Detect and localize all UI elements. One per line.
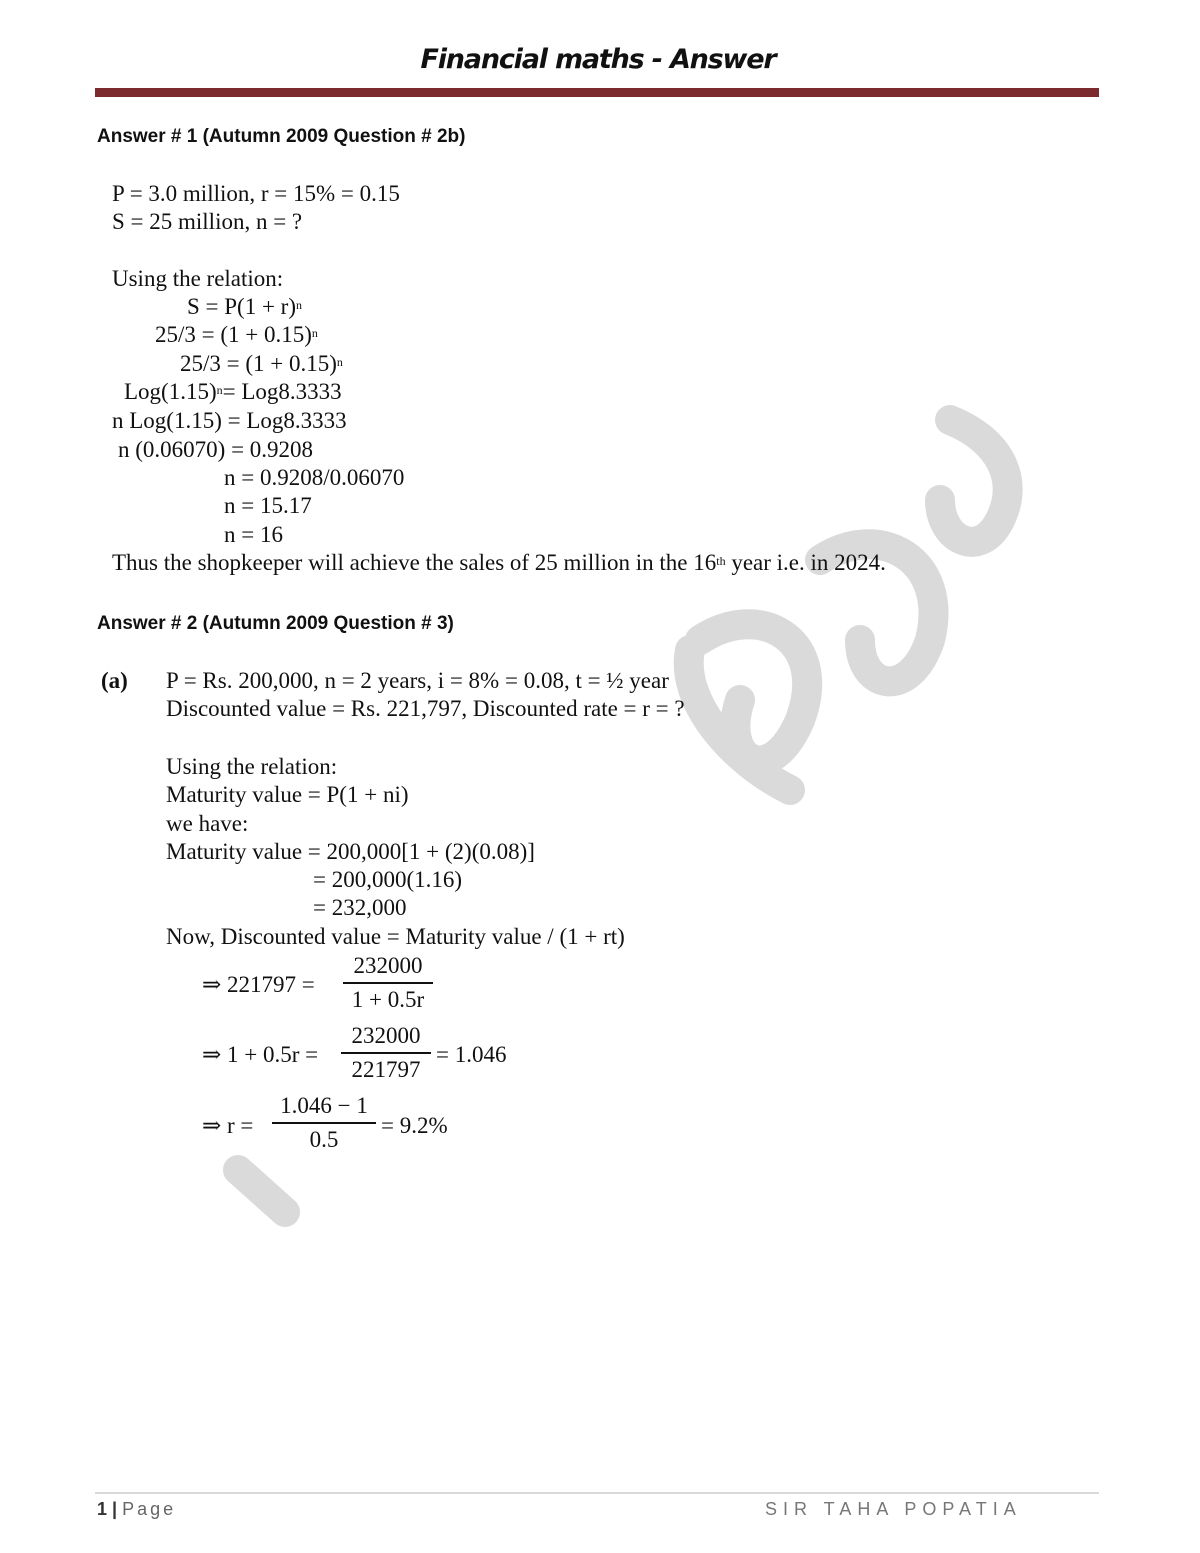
a1-step-4: $Log(1.15)^n= Log8.3333$ (124, 379, 342, 404)
a1-given-line-1: P = 3.0 million, r = 15% = 0.15 (112, 181, 400, 206)
a2-frac2-right: = 1.046 (436, 1042, 507, 1067)
footer-rule (95, 1492, 1099, 1494)
a2-frac1-left: ⇒ 221797 = (202, 972, 315, 997)
a2-maturity-3: = 232,000 (313, 895, 407, 920)
a2-we-have: we have: (166, 811, 249, 836)
answer-1-heading: Answer # 1 (Autumn 2009 Question # 2b) (97, 126, 466, 147)
answer-2-heading: Answer # 2 (Autumn 2009 Question # 3) (97, 613, 454, 634)
a2-given-line-2: Discounted value = Rs. 221,797, Discounted rate = r = ? (166, 696, 685, 721)
a1-step-5: n Log(1.15) = Log8.3333 (112, 408, 347, 433)
a2-frac3-left: ⇒ r = (202, 1113, 254, 1138)
a2-part-label: (a) (101, 668, 128, 693)
a1-using-relation: Using the relation: (112, 266, 284, 291)
a1-step-3: $25/3 = (1 + 0.15)^n$ (180, 351, 343, 376)
a2-frac3-right: = 9.2% (381, 1113, 448, 1138)
a2-frac1-denominator: 1 + 0.5r (351, 986, 425, 1012)
a2-frac2-denominator: 221797 (351, 1056, 421, 1082)
a2-using-relation: Using the relation: (166, 754, 338, 779)
a1-given-line-2: S = 25 million, n = ? (112, 209, 303, 234)
a2-given-line-1: P = Rs. 200,000, n = 2 years, i = 8% = 0.08, t = ½ year (166, 668, 669, 693)
footer-page-number: 1 | Page (97, 1499, 177, 1519)
a2-frac3-numerator: 1.046 − 1 (280, 1093, 368, 1118)
page-title: Financial maths - Answer (420, 44, 776, 75)
a1-step-1: $S = P(1 + r)^n$ (187, 294, 303, 319)
a1-step-6: n (0.06070) = 0.9208 (118, 437, 314, 462)
a1-step-2: $25/3 = (1 + 0.15)^n$ (155, 322, 318, 347)
a2-frac2 (341, 1023, 431, 1083)
a2-frac3 (272, 1093, 376, 1153)
a2-relation: Maturity value = P(1 + ni) (166, 782, 409, 807)
a2-discount-formula: Now, Discounted value = Maturity value / (1 + rt) (166, 924, 625, 949)
a1-step-8: n = 15.17 (224, 493, 312, 518)
a2-frac1 (343, 953, 433, 1013)
a1-conclusion: Thus the shopkeeper will achieve the sales of 25 million in the 16th year i.e. in 2024. (112, 550, 886, 575)
a1-step-9: n = 16 (224, 522, 283, 547)
a1-step-7: n = 0.9208/0.06070 (224, 465, 405, 490)
footer-author: SIR TAHA POPATIA (765, 1499, 1022, 1519)
a2-maturity-1: Maturity value = 200,000[1 + (2)(0.08)] (166, 839, 535, 864)
a2-frac2-left: ⇒ 1 + 0.5r = (202, 1042, 319, 1067)
a2-frac1-numerator: 232000 (353, 953, 423, 978)
title-rule (95, 88, 1099, 97)
a2-maturity-2: = 200,000(1.16) (313, 867, 463, 892)
a2-frac3-denominator: 0.5 (309, 1126, 339, 1152)
a2-frac2-numerator: 232000 (351, 1023, 421, 1048)
